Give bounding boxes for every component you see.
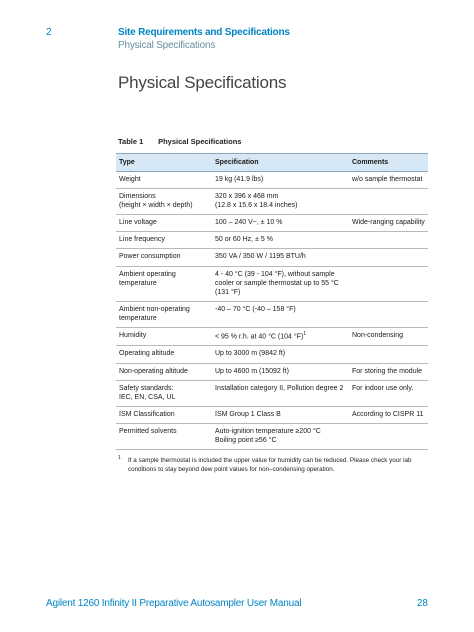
table-row: [116, 346, 428, 363]
cell-comments: [349, 232, 428, 249]
cell-comments-line: Wide-ranging capability: [352, 219, 425, 227]
cell-comments: [349, 363, 428, 380]
footnote: [118, 457, 438, 474]
cell-comments: [349, 423, 428, 449]
section-subtitle: Physical Specifications: [118, 40, 216, 51]
table-row: [116, 363, 428, 380]
cell-specification-line: (131 °F): [215, 288, 241, 296]
cell-type: [116, 172, 212, 189]
cell-specification-line: Installation category II, Pollution degree 2: [215, 384, 344, 392]
cell-type: [116, 423, 212, 449]
cell-type-line: Line frequency: [119, 236, 165, 244]
table-row: [116, 172, 428, 189]
cell-specification: [212, 215, 349, 232]
cell-type: [116, 189, 212, 215]
table-row: [116, 249, 428, 266]
table-caption: [118, 137, 241, 146]
cell-specification-line: cooler or sample thermostat up to 55 °C: [215, 279, 339, 287]
cell-specification-line: 19 kg (41.9 lbs): [215, 176, 264, 183]
chapter-number: 2: [46, 27, 52, 38]
cell-type-line: Weight: [119, 176, 141, 183]
cell-comments: [349, 189, 428, 215]
cell-specification-line: Boiling point ≥56 °C: [215, 437, 277, 445]
cell-type-line: (height × width × depth): [119, 202, 193, 210]
cell-type-line: Safety standards:: [119, 384, 174, 392]
cell-comments: [349, 380, 428, 406]
table-header-row: [116, 154, 428, 172]
cell-comments-line: For indoor use only.: [352, 384, 414, 392]
cell-type-line: temperature: [119, 314, 157, 322]
table-body: [116, 172, 428, 450]
cell-specification: [212, 423, 349, 449]
table-row: [116, 423, 428, 449]
cell-specification-line: (12.8 x 15.6 x 18.4 inches): [215, 202, 298, 210]
cell-comments: [349, 346, 428, 363]
column-header-type: Type: [116, 154, 212, 172]
cell-type-line: Dimensions: [119, 193, 156, 201]
cell-specification-line: ISM Group 1 Class B: [215, 410, 281, 418]
cell-comments-line: For storing the module: [352, 367, 423, 375]
cell-type-line: Operating altitude: [119, 350, 175, 358]
cell-specification: [212, 266, 349, 301]
cell-specification-line: 350 VA / 350 W / 1195 BTU/h: [215, 253, 306, 261]
cell-specification: [212, 189, 349, 215]
cell-specification: [212, 328, 349, 346]
cell-specification: [212, 380, 349, 406]
cell-comments: [349, 301, 428, 327]
cell-type: [116, 266, 212, 301]
cell-comments-line: Non-condensing: [352, 332, 403, 340]
page-header: [0, 27, 474, 57]
table-row: [116, 215, 428, 232]
cell-comments: [349, 406, 428, 423]
cell-specification-line: < 95 % r.h. at 40 °C (104 °F): [215, 333, 304, 341]
table-caption-title: Physical Specifications: [158, 137, 242, 146]
specifications-table: [116, 153, 428, 450]
table-row: [116, 189, 428, 215]
footnote-text: If a sample thermostat is included the upper value for humidity can be reduced. Please check your lab conditions to stay beyond dew point values for non–condensing operation.: [128, 457, 412, 473]
chapter-title: Site Requirements and Specifications: [118, 27, 290, 38]
cell-type-line: Line voltage: [119, 219, 157, 227]
cell-type-line: Ambient operating: [119, 270, 176, 278]
cell-specification-line: 50 or 60 Hz, ± 5 %: [215, 236, 273, 244]
cell-specification: [212, 172, 349, 189]
cell-specification-line: 4 - 40 °C (39 - 104 °F), without sample: [215, 270, 335, 278]
table-row: [116, 301, 428, 327]
cell-specification-line: Auto-ignition temperature ≥200 °C: [215, 427, 321, 435]
cell-comments: [349, 266, 428, 301]
cell-type: [116, 380, 212, 406]
cell-type: [116, 346, 212, 363]
cell-specification-line: Up to 4600 m (15092 ft): [215, 367, 289, 375]
cell-specification: [212, 346, 349, 363]
table-row: [116, 406, 428, 423]
cell-type: [116, 301, 212, 327]
cell-type: [116, 328, 212, 346]
cell-specification-line: 100 – 240 V~, ± 10 %: [215, 219, 283, 227]
cell-comments-line: w/o sample thermostat: [352, 176, 423, 183]
table-row: [116, 328, 428, 346]
cell-type-line: IEC, EN, CSA, UL: [119, 393, 176, 401]
table-row: [116, 232, 428, 249]
cell-type-line: Power consumption: [119, 253, 181, 261]
footnote-reference: 1: [303, 331, 307, 338]
footer-page-number: 28: [416, 598, 428, 609]
page-title: Physical Specifications: [118, 73, 287, 92]
cell-specification-line: -40 – 70 °C (-40 – 158 °F): [215, 305, 296, 313]
cell-comments: [349, 215, 428, 232]
cell-type-line: Non-operating altitude: [119, 367, 188, 375]
cell-type-line: temperature: [119, 279, 157, 287]
cell-comments: [349, 249, 428, 266]
cell-type: [116, 406, 212, 423]
footnote-mark: 1: [118, 455, 121, 461]
cell-comments: [349, 172, 428, 189]
cell-type-line: Permitted solvents: [119, 427, 177, 435]
cell-type: [116, 215, 212, 232]
cell-specification: [212, 249, 349, 266]
table-caption-label: Table 1: [118, 137, 144, 146]
cell-specification-line: 320 x 396 x 468 mm: [215, 193, 279, 201]
column-header-specification: Specification: [212, 154, 349, 172]
table-row: [116, 380, 428, 406]
table-row: [116, 266, 428, 301]
cell-type-line: Ambient non-operating: [119, 305, 190, 313]
cell-comments: [349, 328, 428, 346]
column-header-comments: Comments: [349, 154, 428, 172]
cell-type-line: Humidity: [119, 332, 147, 340]
cell-type: [116, 249, 212, 266]
footer-manual-title: Agilent 1260 Infinity II Preparative Autosampler User Manual: [46, 598, 302, 609]
cell-comments-line: According to CISPR 11: [352, 410, 424, 418]
cell-specification: [212, 301, 349, 327]
cell-specification: [212, 406, 349, 423]
cell-specification: [212, 232, 349, 249]
cell-type: [116, 232, 212, 249]
cell-type-line: ISM Classification: [119, 410, 175, 418]
cell-type: [116, 363, 212, 380]
cell-specification: [212, 363, 349, 380]
cell-specification-line: Up to 3000 m (9842 ft): [215, 350, 286, 358]
